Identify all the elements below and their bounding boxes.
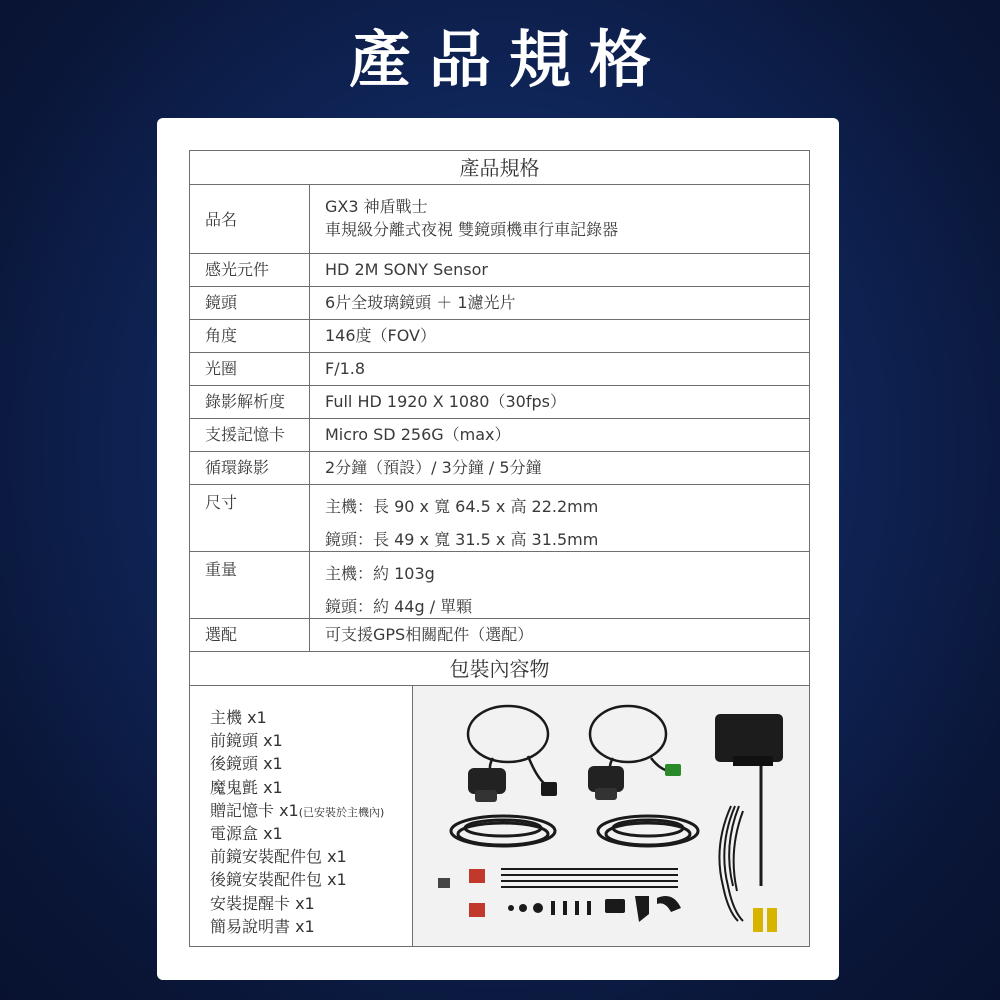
spec-row-card bbox=[190, 419, 809, 452]
package-item: 贈記憶卡 x1(已安裝於主機內) bbox=[210, 800, 385, 820]
spec-label: 鏡頭 bbox=[190, 287, 310, 319]
spec-row-angle bbox=[190, 320, 809, 353]
spec-value: 可支援GPS相關配件（選配） bbox=[325, 625, 534, 644]
spec-table-header: 產品規格 bbox=[190, 151, 809, 185]
spec-label: 選配 bbox=[190, 619, 310, 651]
spec-value: 146度（FOV） bbox=[325, 326, 437, 345]
spec-row-name bbox=[190, 185, 809, 254]
coiled-cable-icon bbox=[451, 816, 698, 846]
package-item: 簡易說明書 x1 bbox=[210, 916, 315, 936]
package-item: 魔鬼氈 x1 bbox=[210, 777, 283, 797]
spec-value-line: 鏡頭：約 44g / 單顆 bbox=[325, 597, 473, 616]
spec-label: 錄影解析度 bbox=[190, 386, 310, 418]
spec-row-option bbox=[190, 619, 809, 652]
spec-row-resolution bbox=[190, 386, 809, 419]
spec-label: 循環錄影 bbox=[190, 452, 310, 484]
spec-row-weight bbox=[190, 552, 809, 619]
page-title: 產品規格 bbox=[348, 23, 669, 96]
package-item: 後鏡安裝配件包 x1 bbox=[210, 870, 347, 890]
spec-value: 6片全玻璃鏡頭 ＋ 1濾光片 bbox=[325, 293, 516, 312]
spec-value bbox=[310, 485, 809, 551]
rear-camera-icon bbox=[590, 706, 671, 774]
spec-label: 感光元件 bbox=[190, 254, 310, 286]
spec-label: 光圈 bbox=[190, 353, 310, 385]
spec-value: 2分鐘（預設）/ 3分鐘 / 5分鐘 bbox=[325, 458, 542, 477]
package-item: 電源盒 x1 bbox=[210, 823, 283, 843]
spec-row-lens bbox=[190, 287, 809, 320]
spec-label: 角度 bbox=[190, 320, 310, 352]
spec-value: Full HD 1920 X 1080（30fps） bbox=[325, 392, 566, 411]
spec-label: 品名 bbox=[190, 185, 310, 253]
power-box-icon bbox=[719, 806, 743, 921]
package-header: 包裝內容物 bbox=[190, 652, 809, 686]
spec-table bbox=[189, 150, 810, 947]
package-list bbox=[190, 686, 413, 946]
spec-value: HD 2M SONY Sensor bbox=[325, 260, 488, 279]
package-contents-illustration bbox=[413, 686, 809, 946]
package-item: 安裝提醒卡 x1 bbox=[210, 893, 315, 913]
spec-value-line: 主機：長 90 x 寬 64.5 x 高 22.2mm bbox=[325, 497, 599, 516]
adhesive-pad-icon bbox=[469, 903, 485, 917]
spec-value bbox=[310, 552, 809, 618]
mount-bracket-icon bbox=[605, 896, 681, 922]
package-item: 主機 x1 bbox=[210, 708, 267, 727]
spec-row-size bbox=[190, 485, 809, 552]
spec-label: 尺寸 bbox=[190, 485, 310, 551]
spec-value-line: 主機：約 103g bbox=[325, 564, 435, 583]
spec-value bbox=[310, 185, 809, 253]
spec-label: 支援記憶卡 bbox=[190, 419, 310, 451]
adhesive-pad-icon bbox=[469, 869, 485, 883]
spec-row-loop bbox=[190, 452, 809, 485]
package-item: 前鏡頭 x1 bbox=[210, 731, 283, 751]
spec-label: 重量 bbox=[190, 552, 310, 618]
package-contents bbox=[190, 686, 809, 946]
spec-value-line: GX3 神盾戰士 bbox=[325, 197, 428, 216]
spec-row-sensor bbox=[190, 254, 809, 287]
spec-value: Micro SD 256G（max） bbox=[325, 425, 511, 444]
spec-value: F/1.8 bbox=[325, 359, 366, 378]
package-photo bbox=[413, 686, 809, 946]
spec-value-line: 車規級分離式夜視 雙鏡頭機車行車記錄器 bbox=[325, 220, 619, 239]
memory-card-icon bbox=[438, 878, 450, 888]
package-item: 前鏡安裝配件包 x1 bbox=[210, 847, 347, 867]
spec-value-line: 鏡頭：長 49 x 寬 31.5 x 高 31.5mm bbox=[325, 530, 599, 549]
cable-tie-icon bbox=[501, 869, 678, 887]
package-item-note: (已安裝於主機內) bbox=[298, 805, 385, 819]
screw-icon bbox=[508, 901, 591, 915]
spec-row-aperture bbox=[190, 353, 809, 386]
package-item: 後鏡頭 x1 bbox=[210, 754, 283, 774]
